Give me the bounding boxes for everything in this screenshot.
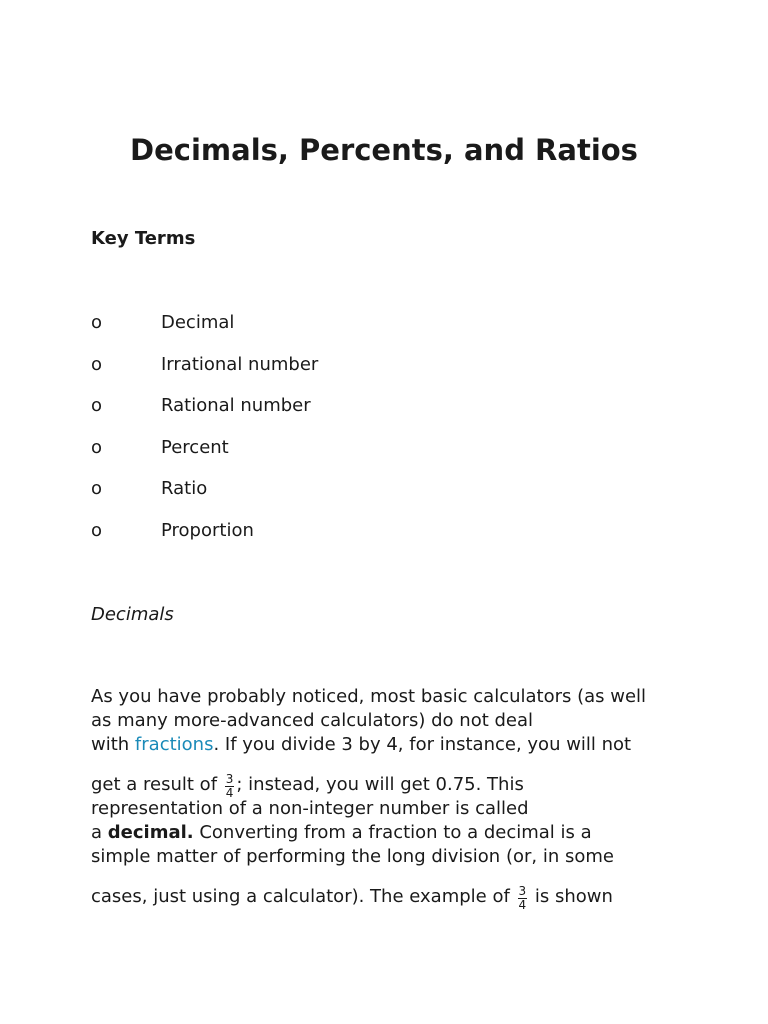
decimal-term: decimal. [107,822,194,843]
line-text: As you have probably noticed, most basic calculators (as well [91,686,647,707]
paragraph-line [91,797,691,821]
fraction-denominator: 4 [225,786,234,800]
line-text: with [91,734,135,755]
fraction-numerator: 3 [518,884,527,898]
line-text: simple matter of performing the long division (or, in some [91,846,614,867]
line-text: as many more-advanced calculators) do not deal [91,710,534,731]
term-rational-number: Rational number [161,395,311,417]
line-text: ; instead, you will get 0.75. This [236,774,524,795]
paragraph-line [91,709,691,733]
term-proportion: Proportion [161,519,254,541]
list-bullet: o [91,519,103,541]
key-terms-heading: Key Terms [91,228,196,249]
line-text: get a result of [91,774,223,795]
line-text: . If you divide 3 by 4, for instance, you will not [213,734,632,755]
line-text: Converting from a fraction to a decimal is a [193,822,592,843]
paragraph-line [91,685,691,709]
paragraph-line [91,733,691,757]
list-bullet: o [91,395,103,417]
fraction-three-quarters [225,773,235,800]
fraction-numerator: 3 [225,772,234,786]
list-bullet: o [91,312,103,333]
term-percent: Percent [161,436,229,458]
term-irrational-number: Irrational number [161,353,319,375]
list-bullet: o [91,436,103,458]
term-decimal: Decimal [161,312,235,333]
fraction-three-quarters [518,885,528,912]
line-text: cases, just using a calculator). The example of [91,886,516,907]
line-text: representation of a non-integer number is called [91,798,529,819]
fraction-denominator: 4 [518,898,527,912]
paragraph-line [91,821,691,845]
page-title: Decimals, Percents, and Ratios [130,133,638,167]
list-bullet: o [91,353,103,375]
fractions-link[interactable]: fractions [134,734,214,755]
term-ratio: Ratio [161,478,208,500]
list-bullet: o [91,478,103,500]
line-text: a [91,822,108,843]
paragraph-line [91,845,691,869]
section-heading-decimals: Decimals [91,604,174,625]
line-text: is shown [529,886,613,907]
paragraph-line [91,885,691,912]
paragraph-line [91,773,691,800]
